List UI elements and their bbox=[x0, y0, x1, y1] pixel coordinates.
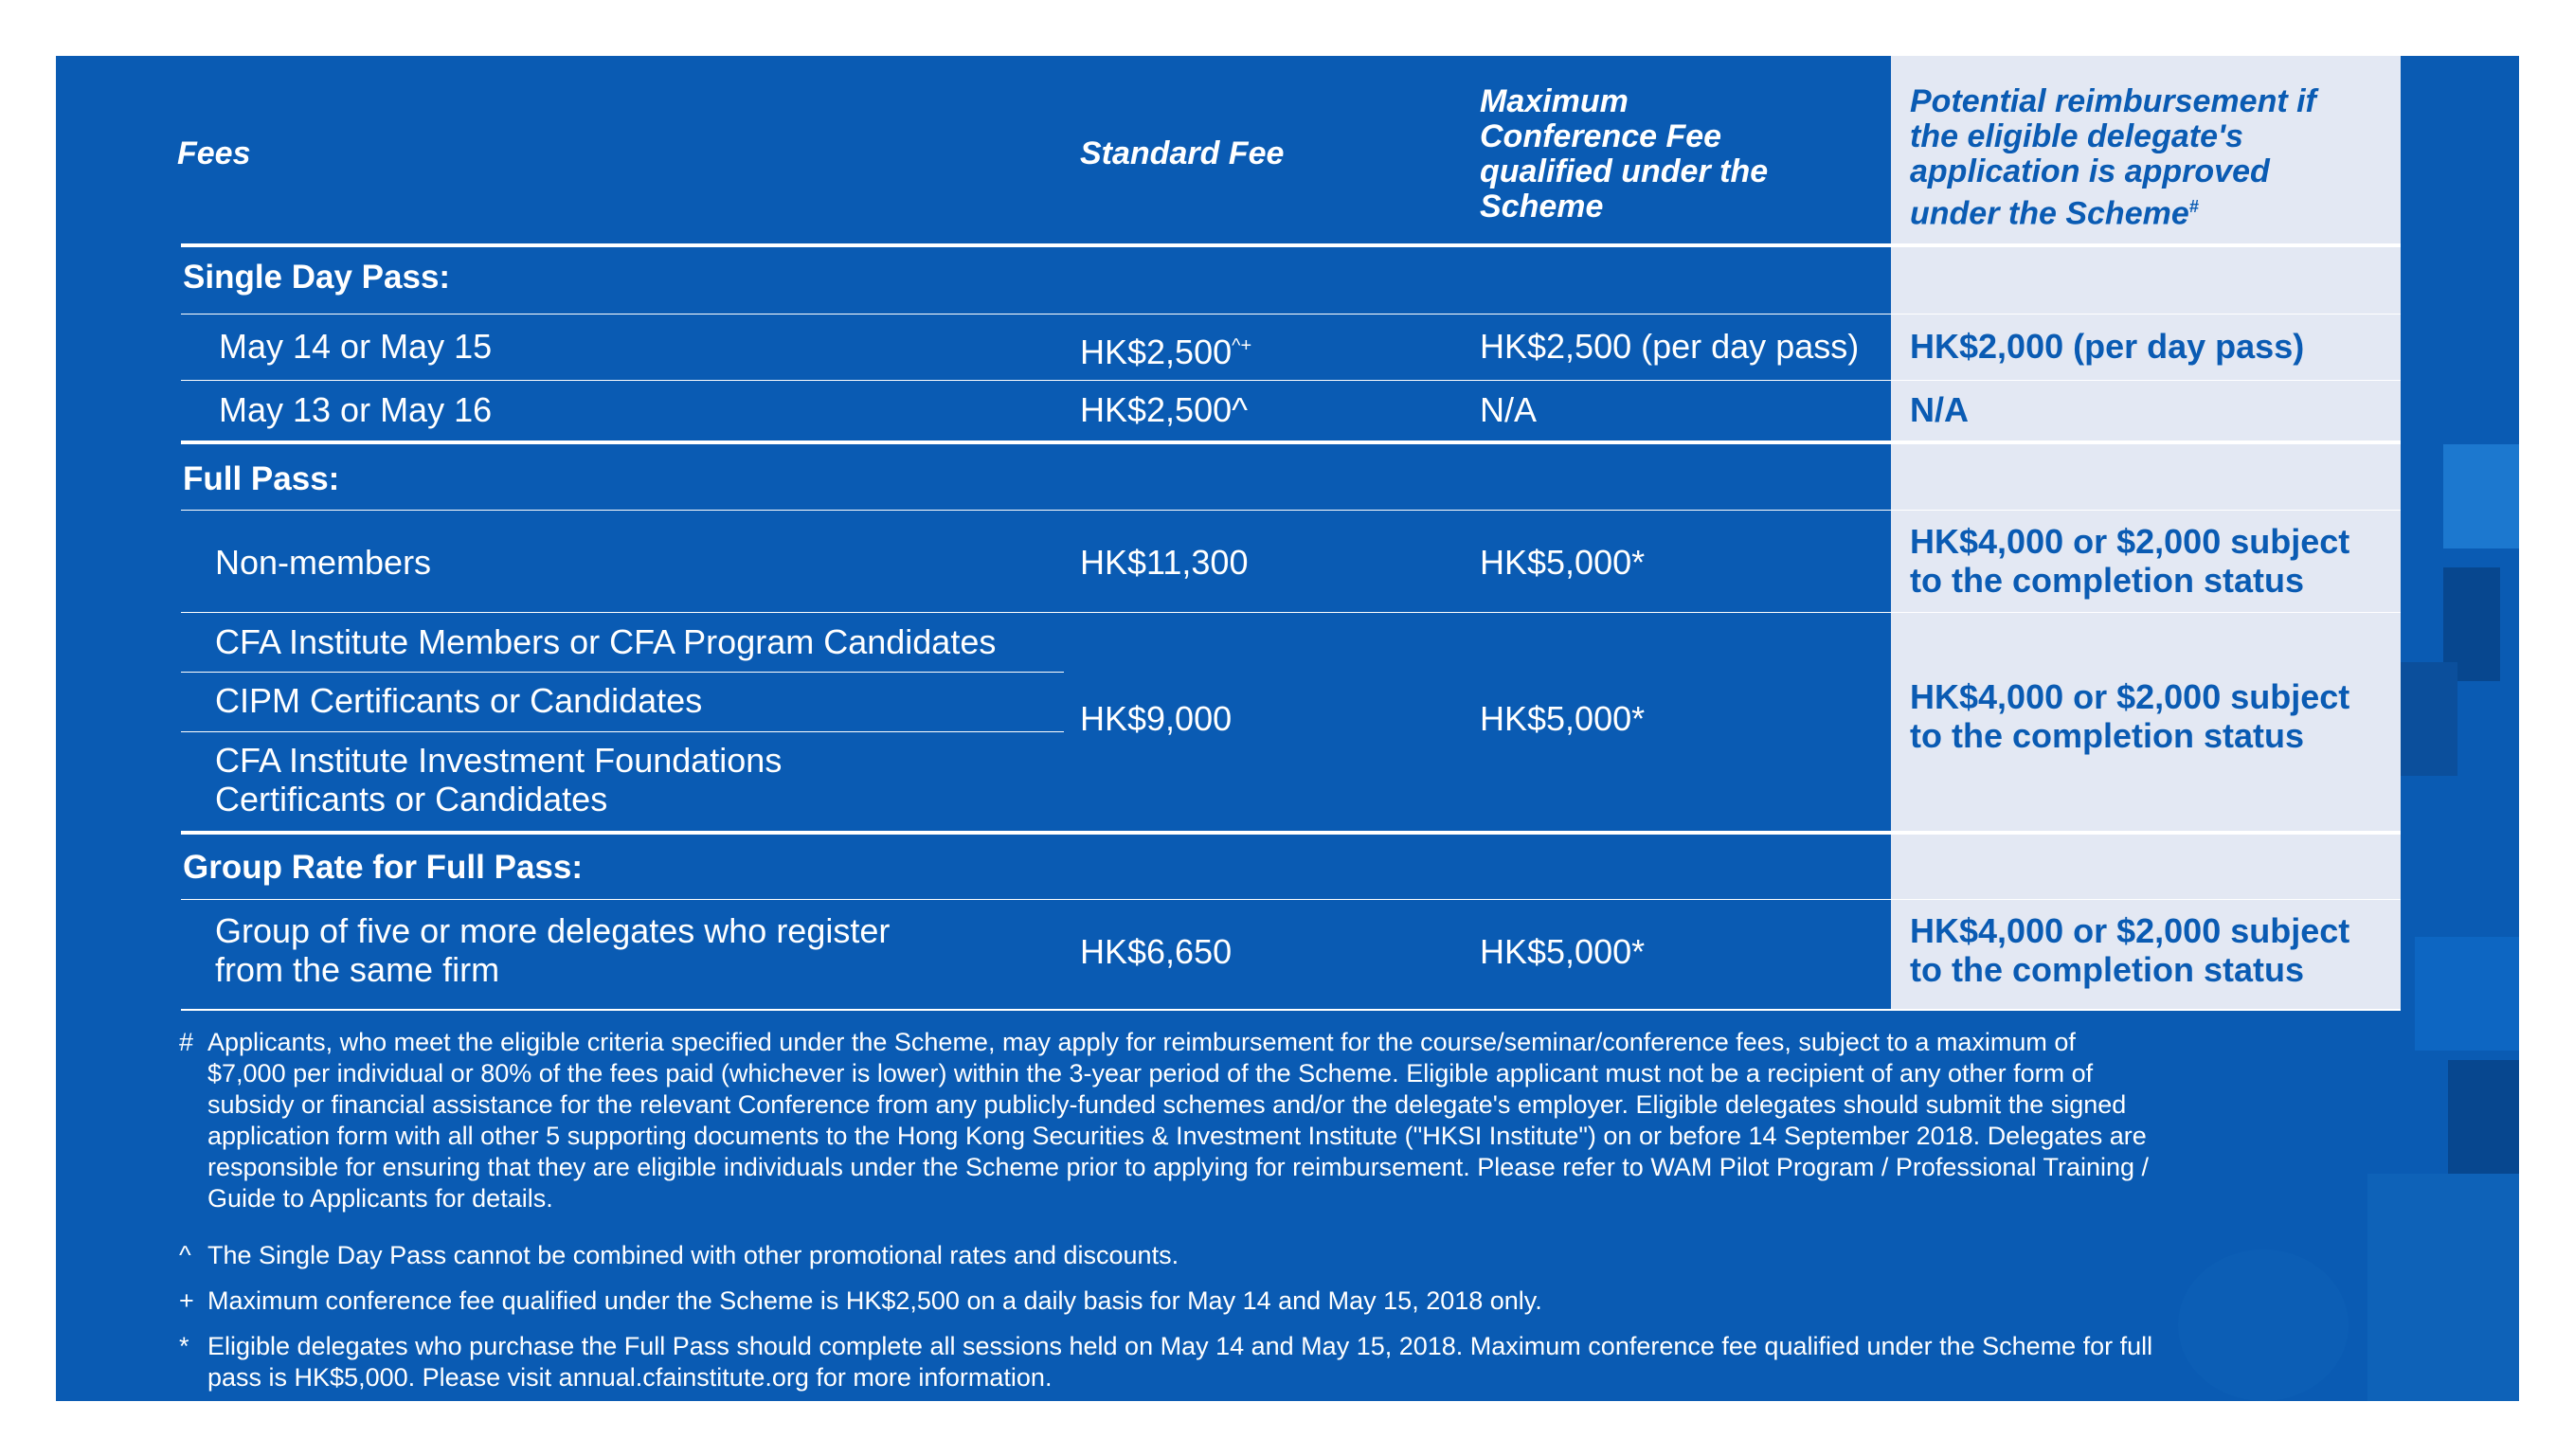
divider bbox=[181, 899, 2401, 900]
row-label: Non-members bbox=[215, 543, 432, 582]
divider bbox=[181, 380, 2401, 381]
row-label: CFA Institute Members or CFA Program Candidates bbox=[215, 622, 997, 661]
reimbursement-cell bbox=[1910, 677, 2349, 755]
footnote-line: $7,000 per individual or 80% of the fees paid (whichever is lower) within the 3-year period of the Scheme. Eligible applicant must not be a recipient of any other form of bbox=[207, 1059, 2094, 1088]
max-fee-cell: HK$5,000* bbox=[1480, 543, 1646, 582]
reimbursement-line: to the completion status bbox=[1910, 561, 2305, 600]
max-fee-cell: HK$5,000* bbox=[1480, 699, 1646, 738]
divider bbox=[181, 831, 2401, 835]
footnote-line: Eligible delegates who purchase the Full Pass should complete all sessions held on May 14 and May 15, 2018. Maximum conference fee qualified under the Scheme for full bbox=[207, 1332, 2153, 1360]
footnote-mark: ^+ bbox=[1232, 335, 1252, 356]
standard-fee-cell: HK$6,650 bbox=[1080, 932, 1233, 971]
header-reimbursement-line: application is approved bbox=[1910, 153, 2270, 189]
footnote-symbol: + bbox=[179, 1286, 194, 1315]
standard-fee-cell bbox=[1080, 327, 1251, 371]
footnote-symbol: # bbox=[179, 1028, 194, 1056]
divider bbox=[1891, 243, 2401, 247]
footnote-symbol: * bbox=[179, 1332, 189, 1360]
decorative-pattern bbox=[2448, 1060, 2519, 1174]
section-title-single-day: Single Day Pass: bbox=[183, 259, 451, 296]
section-title-group-rate: Group Rate for Full Pass: bbox=[183, 849, 583, 886]
divider bbox=[181, 243, 1891, 247]
footnote-mark: # bbox=[2188, 197, 2199, 216]
header-standard-fee: Standard Fee bbox=[1080, 135, 1285, 171]
reimbursement-line: HK$4,000 or $2,000 subject bbox=[1910, 522, 2350, 561]
row-label-line: Group of five or more delegates who register bbox=[215, 911, 891, 950]
footnote-symbol: ^ bbox=[179, 1241, 191, 1269]
footnote-line: application form with all other 5 supporting documents to the Hong Kong Securities & Investment Institute ("HKSI Institute") on or before 14 September 2018. Delegates are bbox=[207, 1122, 2147, 1150]
footnote-line: Applicants, who meet the eligible criteria specified under the Scheme, may apply for reimbursement for the course/seminar/conference fees, subject to a maximum of bbox=[207, 1028, 2076, 1056]
section-title-full-pass: Full Pass: bbox=[183, 460, 340, 497]
footnote-line: Guide to Applicants for details. bbox=[207, 1184, 553, 1213]
divider bbox=[181, 510, 2401, 511]
reimbursement-line: to the completion status bbox=[1910, 716, 2305, 755]
decorative-pattern bbox=[2401, 662, 2457, 776]
standard-fee-value: HK$2,500 bbox=[1080, 333, 1233, 371]
reimbursement-cell: N/A bbox=[1910, 390, 1969, 429]
reimbursement-line: to the completion status bbox=[1910, 950, 2305, 989]
header-reimbursement bbox=[1910, 84, 2316, 231]
header-max-fee-line: qualified under the bbox=[1480, 153, 1769, 189]
row-label-line: Certificants or Candidates bbox=[215, 780, 608, 818]
standard-fee-cell: HK$9,000 bbox=[1080, 699, 1233, 738]
footnote-caret bbox=[179, 1240, 2415, 1271]
footnote-plus bbox=[179, 1285, 2415, 1317]
reimbursement-cell bbox=[1910, 522, 2349, 600]
row-label-line: from the same firm bbox=[215, 950, 500, 989]
footnote-hash bbox=[179, 1027, 2415, 1214]
max-fee-cell: HK$2,500 (per day pass) bbox=[1480, 327, 1860, 366]
header-fees: Fees bbox=[177, 135, 251, 171]
footnote-line: pass is HK$5,000. Please visit annual.cfainstitute.org for more information. bbox=[207, 1363, 1053, 1392]
row-label bbox=[215, 741, 782, 818]
standard-fee-cell: HK$11,300 bbox=[1080, 543, 1249, 582]
reimbursement-line: HK$4,000 or $2,000 subject bbox=[1910, 677, 2350, 716]
row-label bbox=[215, 911, 890, 989]
header-reimbursement-line: Potential reimbursement if bbox=[1910, 83, 2316, 119]
header-max-fee-line: Maximum bbox=[1480, 83, 1629, 119]
footnote-line: subsidy or financial assistance for the relevant Conference from any publicly-funded schemes and/or the delegate's employer. Eligible delegates should submit the signed bbox=[207, 1090, 2127, 1119]
footnote-line: The Single Day Pass cannot be combined with other promotional rates and discounts. bbox=[207, 1241, 1179, 1269]
header-max-fee-line: Scheme bbox=[1480, 189, 1604, 225]
divider bbox=[181, 440, 2401, 444]
reimbursement-cell: HK$2,000 (per day pass) bbox=[1910, 327, 2305, 366]
fee-table-panel bbox=[56, 56, 2519, 1401]
standard-fee-cell: HK$2,500^ bbox=[1080, 390, 1249, 429]
reimbursement-line: HK$4,000 or $2,000 subject bbox=[1910, 911, 2350, 950]
row-label: May 14 or May 15 bbox=[219, 327, 493, 366]
divider bbox=[181, 612, 2401, 613]
divider bbox=[181, 314, 2401, 315]
divider bbox=[181, 1009, 2401, 1011]
header-reimbursement-line: under the Scheme bbox=[1910, 195, 2189, 232]
row-label-line: CFA Institute Investment Foundations bbox=[215, 741, 783, 780]
row-label: May 13 or May 16 bbox=[219, 390, 493, 429]
header-max-fee bbox=[1480, 84, 1768, 225]
reimbursement-cell bbox=[1910, 911, 2349, 989]
header-max-fee-line: Conference Fee bbox=[1480, 118, 1722, 154]
decorative-pattern bbox=[2415, 937, 2519, 1051]
footnote-line: Maximum conference fee qualified under the Scheme is HK$2,500 on a daily basis for May 14 and May 15, 2018 only. bbox=[207, 1286, 1542, 1315]
divider bbox=[181, 731, 1064, 732]
divider bbox=[181, 672, 1064, 673]
row-label: CIPM Certificants or Candidates bbox=[215, 681, 703, 720]
footnote-star bbox=[179, 1331, 2415, 1393]
decorative-pattern bbox=[2443, 444, 2519, 548]
footnote-line: responsible for ensuring that they are eligible individuals under the Scheme prior to applying for reimbursement. Please refer to WAM Pilot Program / Professional Training / bbox=[207, 1153, 2150, 1181]
header-reimbursement-line: the eligible delegate's bbox=[1910, 118, 2243, 154]
max-fee-cell: HK$5,000* bbox=[1480, 932, 1646, 971]
max-fee-cell: N/A bbox=[1480, 390, 1538, 429]
